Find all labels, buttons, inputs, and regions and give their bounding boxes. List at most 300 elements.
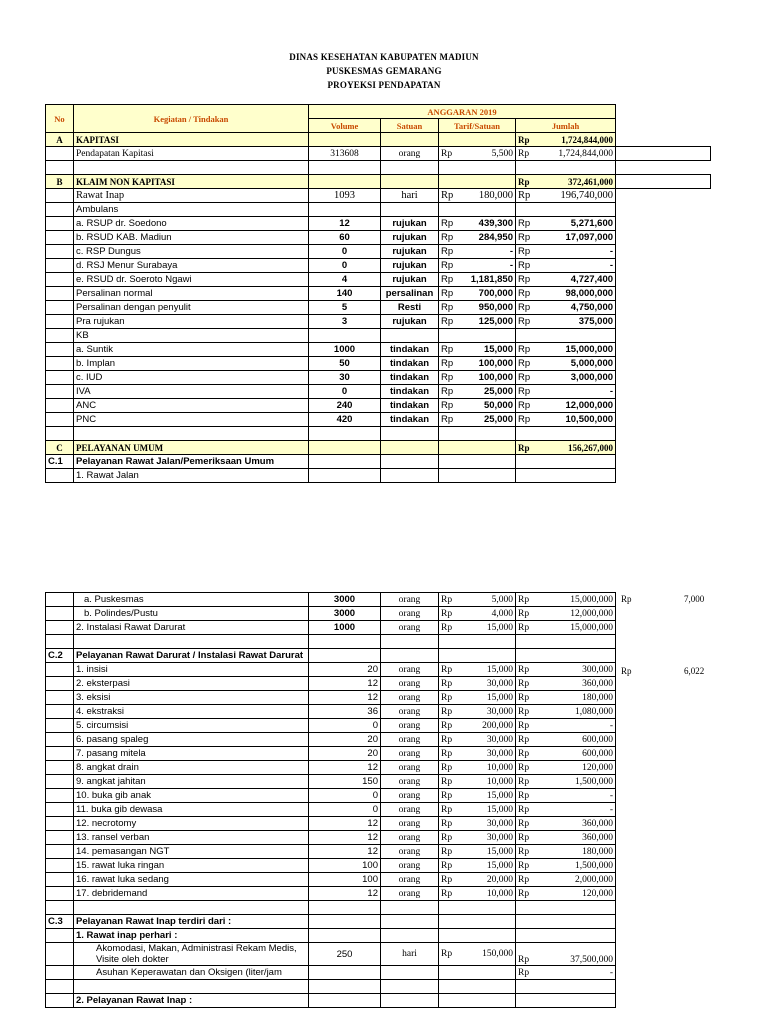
row-tarif: 25,000 xyxy=(461,413,516,427)
row-volume: 20 xyxy=(309,733,381,747)
table-row xyxy=(46,399,711,413)
col-no: No xyxy=(46,105,74,133)
row-rp: Rp xyxy=(516,775,536,789)
table-row xyxy=(46,691,616,705)
table-row xyxy=(46,789,616,803)
row-satuan: orang xyxy=(381,691,439,705)
row-rp: Rp xyxy=(516,385,536,399)
row-volume: 12 xyxy=(309,817,381,831)
budget-table-page-2 xyxy=(45,592,616,1008)
table-row xyxy=(46,761,616,775)
row-volume: 3000 xyxy=(309,593,381,607)
table-row xyxy=(46,593,616,607)
row-tarif: 30,000 xyxy=(461,831,516,845)
row-name: 10. buka gib anak xyxy=(74,789,309,803)
row-tarif: 15,000 xyxy=(461,859,516,873)
row-rp: Rp xyxy=(516,859,536,873)
row-volume: 250 xyxy=(309,943,381,966)
table-row xyxy=(46,301,711,315)
row-rp: Rp xyxy=(516,357,536,371)
row-rp: Rp xyxy=(516,259,536,273)
section-title: KAPITASI xyxy=(74,133,309,147)
row-tarif: 15,000 xyxy=(461,789,516,803)
row-volume: 140 xyxy=(309,287,381,301)
row-satuan: orang xyxy=(381,147,439,161)
section-rp: Rp xyxy=(516,175,536,189)
row-jumlah: 600,000 xyxy=(536,747,616,761)
row-rp: Rp xyxy=(439,189,461,203)
section-title: KLAIM NON KAPITASI xyxy=(74,175,309,189)
row-tarif: 700,000 xyxy=(461,287,516,301)
row-volume: 30 xyxy=(309,371,381,385)
row-tarif: 50,000 xyxy=(461,399,516,413)
col-anggaran: ANGGARAN 2019 xyxy=(309,105,616,119)
row-jumlah: 360,000 xyxy=(536,817,616,831)
section-a-row xyxy=(46,133,711,147)
table-row xyxy=(46,385,711,399)
row-jumlah: 600,000 xyxy=(536,733,616,747)
table-row xyxy=(46,966,616,980)
row-volume xyxy=(309,329,381,343)
row-volume: 12 xyxy=(309,761,381,775)
row-rp: Rp xyxy=(439,733,461,747)
row-rp: Rp xyxy=(516,343,536,357)
row-rp: Rp xyxy=(516,231,536,245)
row-rp: Rp xyxy=(516,817,536,831)
table-row xyxy=(46,273,711,287)
row-rp: Rp xyxy=(516,873,536,887)
subsection-c3-row xyxy=(46,915,616,929)
row-satuan: rujukan xyxy=(381,245,439,259)
table-row xyxy=(46,677,616,691)
table-row xyxy=(46,887,616,901)
row-tarif: 4,000 xyxy=(461,607,516,621)
row-rp: Rp xyxy=(516,845,536,859)
row-name: 2. Instalasi Rawat Darurat xyxy=(74,621,309,635)
row-name: d. RSJ Menur Surabaya xyxy=(74,259,309,273)
row-rp: Rp xyxy=(516,747,536,761)
row-rp: Rp xyxy=(516,677,536,691)
table-row xyxy=(46,803,616,817)
row-satuan: Resti xyxy=(381,301,439,315)
row-tarif: 15,000 xyxy=(461,343,516,357)
row-name: Akomodasi, Makan, Administrasi Rekam Medis, Visite oleh dokter xyxy=(74,943,309,966)
row-volume: 12 xyxy=(309,887,381,901)
section-title: PELAYANAN UMUM xyxy=(74,441,309,455)
row-volume: 1093 xyxy=(309,189,381,203)
row-rp: Rp xyxy=(439,747,461,761)
row-name: b. RSUD KAB. Madiun xyxy=(74,231,309,245)
row-volume: 12 xyxy=(309,831,381,845)
row-name: 1. Rawat inap perhari : xyxy=(74,929,309,943)
row-volume: 100 xyxy=(309,859,381,873)
row-name: 12. necrotomy xyxy=(74,817,309,831)
row-rp: Rp xyxy=(516,966,536,980)
row-rp: Rp xyxy=(439,315,461,329)
row-tarif: 1,181,850 xyxy=(461,273,516,287)
row-name: 2. eksterpasi xyxy=(74,677,309,691)
row-rp: Rp xyxy=(516,887,536,901)
row-volume: 1000 xyxy=(309,343,381,357)
row-name: 1. Rawat Jalan xyxy=(74,469,309,483)
row-rp: Rp xyxy=(439,245,461,259)
row-tarif: 30,000 xyxy=(461,747,516,761)
row-rp: Rp xyxy=(439,371,461,385)
subsection-no: C.3 xyxy=(46,915,74,929)
row-volume: 0 xyxy=(309,385,381,399)
row-volume: 1000 xyxy=(309,621,381,635)
row-jumlah: 5,000,000 xyxy=(536,357,616,371)
row-volume: 12 xyxy=(309,677,381,691)
row-jumlah: 1,080,000 xyxy=(536,705,616,719)
table-row xyxy=(46,189,711,203)
row-name: 14. pemasangan NGT xyxy=(74,845,309,859)
row-rp: Rp xyxy=(516,719,536,733)
row-tarif: - xyxy=(461,259,516,273)
row-tarif: 30,000 xyxy=(461,817,516,831)
row-satuan: orang xyxy=(381,775,439,789)
row-rp: Rp xyxy=(439,413,461,427)
row-tarif: 125,000 xyxy=(461,315,516,329)
row-name: 3. eksisi xyxy=(74,691,309,705)
row-name: Pendapatan Kapitasi xyxy=(74,147,309,161)
row-rp: Rp xyxy=(516,663,536,677)
row-satuan: orang xyxy=(381,789,439,803)
row-name: b. Implan xyxy=(74,357,309,371)
row-satuan: tindakan xyxy=(381,385,439,399)
row-name: e. RSUD dr. Soeroto Ngawi xyxy=(74,273,309,287)
row-satuan xyxy=(381,203,439,217)
row-jumlah: - xyxy=(536,385,616,399)
row-rp: Rp xyxy=(439,273,461,287)
table-row xyxy=(46,831,616,845)
row-rp: Rp xyxy=(439,147,461,161)
row-rp: Rp xyxy=(516,705,536,719)
row-jumlah: 4,727,400 xyxy=(536,273,616,287)
row-jumlah: 180,000 xyxy=(536,691,616,705)
row-jumlah: 1,500,000 xyxy=(536,859,616,873)
table-row xyxy=(46,817,616,831)
section-no: C xyxy=(46,441,74,455)
table-row xyxy=(46,719,616,733)
table-row xyxy=(46,245,711,259)
row-satuan: hari xyxy=(381,943,439,966)
row-volume: 240 xyxy=(309,399,381,413)
row-jumlah: 196,740,000 xyxy=(536,189,616,203)
table-row xyxy=(46,873,616,887)
row-tarif xyxy=(461,329,516,343)
row-jumlah: - xyxy=(536,803,616,817)
subsection-title: Pelayanan Rawat Darurat / Instalasi Rawat Darurat xyxy=(74,649,309,663)
row-rp: Rp xyxy=(516,691,536,705)
row-jumlah: 1,500,000 xyxy=(536,775,616,789)
row-satuan: orang xyxy=(381,719,439,733)
row-name: IVA xyxy=(74,385,309,399)
row-name: 13. ransel verban xyxy=(74,831,309,845)
col-jumlah: Jumlah xyxy=(516,119,616,133)
row-volume: 20 xyxy=(309,663,381,677)
row-satuan xyxy=(381,329,439,343)
subsection-c2-row xyxy=(46,649,616,663)
col-volume: Volume xyxy=(309,119,381,133)
subsection-title: Pelayanan Rawat Inap terdiri dari : xyxy=(74,915,309,929)
row-tarif xyxy=(461,203,516,217)
row-tarif: 5,500 xyxy=(461,147,516,161)
row-rp xyxy=(516,329,536,343)
table-row xyxy=(46,943,616,966)
row-satuan: orang xyxy=(381,761,439,775)
table-row xyxy=(46,315,711,329)
row-name: 2. Pelayanan Rawat Inap : xyxy=(74,994,309,1008)
row-volume: 0 xyxy=(309,259,381,273)
row-rp xyxy=(516,203,536,217)
row-volume: 100 xyxy=(309,873,381,887)
row-satuan: tindakan xyxy=(381,357,439,371)
row-jumlah: 300,000 xyxy=(536,663,616,677)
table-row xyxy=(46,287,711,301)
table-row xyxy=(46,357,711,371)
budget-table-page-1 xyxy=(45,104,711,483)
row-rp: Rp xyxy=(516,399,536,413)
row-satuan: orang xyxy=(381,733,439,747)
row-jumlah: 3,000,000 xyxy=(536,371,616,385)
table-row xyxy=(46,929,616,943)
col-kegiatan: Kegiatan / Tindakan xyxy=(74,105,309,133)
spacer-row xyxy=(46,161,711,175)
table-row xyxy=(46,663,616,677)
row-name: Asuhan Keperawatan dan Oksigen (liter/jam xyxy=(74,966,309,980)
subsection-c1-row xyxy=(46,455,711,469)
row-name: Rawat Inap xyxy=(74,189,309,203)
empty-cell xyxy=(616,105,711,133)
row-jumlah: 1,724,844,000 xyxy=(536,147,616,161)
row-satuan: orang xyxy=(381,887,439,901)
table-row xyxy=(46,259,711,273)
row-rp: Rp xyxy=(439,803,461,817)
row-jumlah: 360,000 xyxy=(536,831,616,845)
row-name: a. Puskesmas xyxy=(74,593,309,607)
row-volume: 3 xyxy=(309,315,381,329)
row-rp: Rp xyxy=(516,413,536,427)
row-volume: 36 xyxy=(309,705,381,719)
row-jumlah: 12,000,000 xyxy=(536,399,616,413)
section-b-row xyxy=(46,175,711,189)
table-row xyxy=(46,747,616,761)
side-note-rp: Rp xyxy=(621,594,632,604)
table-row xyxy=(46,859,616,873)
table-row xyxy=(46,621,616,635)
table-row xyxy=(46,994,616,1008)
row-tarif: 200,000 xyxy=(461,719,516,733)
row-jumlah: 120,000 xyxy=(536,761,616,775)
row-jumlah: - xyxy=(536,789,616,803)
row-tarif: 950,000 xyxy=(461,301,516,315)
row-volume: 313608 xyxy=(309,147,381,161)
row-jumlah: 15,000,000 xyxy=(536,343,616,357)
side-note-value: 7,000 xyxy=(684,594,705,604)
row-jumlah: - xyxy=(536,259,616,273)
section-total: 372,461,000 xyxy=(536,175,616,189)
row-rp: Rp xyxy=(516,761,536,775)
row-rp: Rp xyxy=(439,817,461,831)
row-rp: Rp xyxy=(439,775,461,789)
row-tarif: 25,000 xyxy=(461,385,516,399)
header-line-2: PUSKESMAS GEMARANG xyxy=(326,66,442,76)
row-volume: 12 xyxy=(309,217,381,231)
row-rp: Rp xyxy=(439,593,461,607)
row-satuan: orang xyxy=(381,677,439,691)
row-name: 16. rawat luka sedang xyxy=(74,873,309,887)
row-jumlah: 5,271,600 xyxy=(536,217,616,231)
row-name: 8. angkat drain xyxy=(74,761,309,775)
row-rp: Rp xyxy=(516,943,536,966)
row-tarif: 100,000 xyxy=(461,357,516,371)
row-volume: 4 xyxy=(309,273,381,287)
table-row xyxy=(46,231,711,245)
row-satuan: orang xyxy=(381,859,439,873)
row-tarif: 15,000 xyxy=(461,621,516,635)
row-rp: Rp xyxy=(516,245,536,259)
row-rp xyxy=(439,329,461,343)
row-satuan: orang xyxy=(381,607,439,621)
row-jumlah: - xyxy=(536,966,616,980)
row-rp: Rp xyxy=(439,607,461,621)
row-name: Pra rujukan xyxy=(74,315,309,329)
row-volume: 50 xyxy=(309,357,381,371)
row-jumlah: 2,000,000 xyxy=(536,873,616,887)
row-satuan: orang xyxy=(381,663,439,677)
row-tarif: 10,000 xyxy=(461,761,516,775)
row-satuan: tindakan xyxy=(381,399,439,413)
row-rp: Rp xyxy=(439,399,461,413)
row-name: KB xyxy=(74,329,309,343)
row-rp: Rp xyxy=(516,803,536,817)
spacer-row xyxy=(46,980,616,994)
row-satuan: hari xyxy=(381,189,439,203)
row-name: Persalinan normal xyxy=(74,287,309,301)
subsection-no: C.1 xyxy=(46,455,74,469)
row-satuan: rujukan xyxy=(381,231,439,245)
row-jumlah: - xyxy=(536,719,616,733)
row-satuan: tindakan xyxy=(381,413,439,427)
row-volume: 420 xyxy=(309,413,381,427)
row-rp: Rp xyxy=(516,189,536,203)
row-rp: Rp xyxy=(516,273,536,287)
row-jumlah: 15,000,000 xyxy=(536,593,616,607)
row-tarif: 30,000 xyxy=(461,733,516,747)
table-row xyxy=(46,413,711,427)
spacer-row xyxy=(46,901,616,915)
row-volume: 3000 xyxy=(309,607,381,621)
row-name: 4. ekstraksi xyxy=(74,705,309,719)
row-volume: 12 xyxy=(309,845,381,859)
row-jumlah: 17,097,000 xyxy=(536,231,616,245)
table-head-row-1 xyxy=(46,105,711,119)
row-satuan: orang xyxy=(381,817,439,831)
table-row xyxy=(46,203,711,217)
side-note-value: 6,022 xyxy=(684,666,705,676)
row-jumlah xyxy=(536,329,616,343)
row-rp: Rp xyxy=(439,705,461,719)
row-rp: Rp xyxy=(439,357,461,371)
row-name: 6. pasang spaleg xyxy=(74,733,309,747)
row-satuan: tindakan xyxy=(381,371,439,385)
row-volume: 5 xyxy=(309,301,381,315)
col-tarif: Tarif/Satuan xyxy=(439,119,516,133)
row-rp: Rp xyxy=(439,943,461,966)
row-rp: Rp xyxy=(516,621,536,635)
section-no: B xyxy=(46,175,74,189)
subsection-no: C.2 xyxy=(46,649,74,663)
row-name: 17. debridemand xyxy=(74,887,309,901)
table-row xyxy=(46,343,711,357)
row-rp: Rp xyxy=(439,887,461,901)
row-rp: Rp xyxy=(516,789,536,803)
row-jumlah: 360,000 xyxy=(536,677,616,691)
row-volume: 0 xyxy=(309,719,381,733)
section-no: A xyxy=(46,133,74,147)
table-row xyxy=(46,845,616,859)
row-rp: Rp xyxy=(516,315,536,329)
row-jumlah: 10,500,000 xyxy=(536,413,616,427)
row-name: PNC xyxy=(74,413,309,427)
row-rp: Rp xyxy=(439,677,461,691)
row-satuan: orang xyxy=(381,705,439,719)
row-tarif: 180,000 xyxy=(461,189,516,203)
row-rp: Rp xyxy=(439,343,461,357)
row-rp: Rp xyxy=(516,147,536,161)
row-name: c. RSP Dungus xyxy=(74,245,309,259)
row-name: b. Polindes/Pustu xyxy=(74,607,309,621)
row-satuan: rujukan xyxy=(381,259,439,273)
table-row xyxy=(46,329,711,343)
row-tarif: 439,300 xyxy=(461,217,516,231)
row-tarif: 30,000 xyxy=(461,705,516,719)
section-total: 1,724,844,000 xyxy=(536,133,616,147)
row-satuan: orang xyxy=(381,845,439,859)
row-volume xyxy=(309,203,381,217)
row-tarif: 100,000 xyxy=(461,371,516,385)
row-jumlah: 12,000,000 xyxy=(536,607,616,621)
row-tarif: 10,000 xyxy=(461,887,516,901)
row-volume: 0 xyxy=(309,789,381,803)
row-satuan: orang xyxy=(381,621,439,635)
row-volume: 0 xyxy=(309,803,381,817)
row-rp: Rp xyxy=(516,733,536,747)
row-rp: Rp xyxy=(439,831,461,845)
row-rp: Rp xyxy=(516,593,536,607)
row-tarif: 10,000 xyxy=(461,775,516,789)
row-tarif: 15,000 xyxy=(461,691,516,705)
row-satuan: rujukan xyxy=(381,217,439,231)
row-rp: Rp xyxy=(439,845,461,859)
table-row xyxy=(46,733,616,747)
section-total: 156,267,000 xyxy=(536,441,616,455)
spacer-row xyxy=(46,427,711,441)
row-satuan: orang xyxy=(381,747,439,761)
row-rp: Rp xyxy=(439,873,461,887)
section-c-row xyxy=(46,441,711,455)
row-jumlah: 120,000 xyxy=(536,887,616,901)
row-jumlah: 180,000 xyxy=(536,845,616,859)
row-tarif: 30,000 xyxy=(461,677,516,691)
row-rp: Rp xyxy=(439,259,461,273)
row-rp: Rp xyxy=(439,663,461,677)
row-name: a. Suntik xyxy=(74,343,309,357)
row-name: 7. pasang mitela xyxy=(74,747,309,761)
row-jumlah: 4,750,000 xyxy=(536,301,616,315)
row-tarif: 5,000 xyxy=(461,593,516,607)
